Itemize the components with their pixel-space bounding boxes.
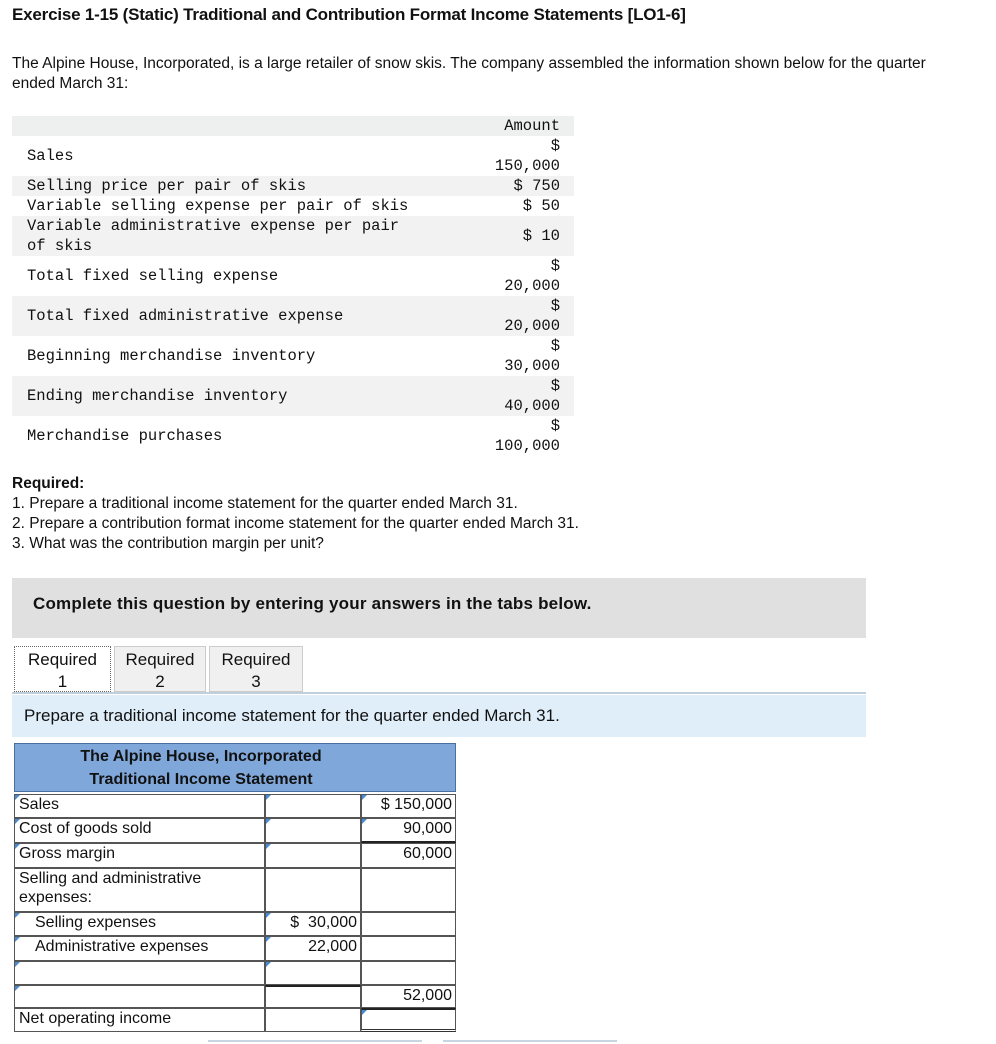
gm-col2-input[interactable] [265,843,361,868]
table-row: Beginning merchandise inventory $ 30,000 [27,337,560,375]
admin-expenses-input[interactable]: 22,000 [265,936,361,961]
sa-col3 [361,868,456,912]
blank-row-label-input[interactable] [14,961,265,985]
sa-col2 [265,868,361,912]
given-table-header [12,116,574,136]
statement-name: Traditional Income Statement [89,771,313,788]
sales-label[interactable]: Sales [14,794,265,818]
cogs-label[interactable]: Cost of goods sold [14,818,265,843]
instruction-text: Prepare a traditional income statement for the quarter ended March 31. [24,706,560,725]
tab-instruction [12,695,866,737]
table-row: Sales $ 150,000 [27,137,560,175]
cogs-col2-input[interactable] [265,818,361,843]
next-button-edge[interactable] [443,1040,617,1042]
banner-text: Complete this question by entering your answers in the tabs below. [33,594,592,613]
cogs-amount-input[interactable]: 90,000 [361,818,456,843]
blank-row-col3 [361,961,456,985]
table-row: Variable selling expense per pair of skis $ 50 [27,197,560,215]
instructions-banner [12,578,866,638]
required-section [12,474,579,554]
required-item-3: 3. What was the contribution margin per unit? [12,535,324,552]
required-item-1: 1. Prepare a traditional income statement for the quarter ended March 31. [12,495,518,512]
tab-required-3[interactable]: Required 3 [209,646,303,692]
exercise-title: Exercise 1-15 (Static) Traditional and Contribution Format Income Statements [LO1-6] [12,5,686,24]
table-row: Ending merchandise inventory $ 40,000 [12,376,574,416]
gross-margin-label[interactable]: Gross margin [14,843,265,868]
intro-text: The Alpine House, Incorporated, is a large retailer of snow skis. The company assembled the information shown below for the quarter ended March 31: [12,55,926,92]
prev-button-edge[interactable] [208,1040,422,1042]
sa-expenses-label: Selling and administrative expenses: [14,868,265,912]
table-row: Total fixed selling expense $ 20,000 [27,257,560,295]
required-heading: Required: [12,475,85,492]
company-name: The Alpine House, Incorporated [80,748,322,765]
tab-required-2[interactable]: Required 2 [114,646,206,692]
required-item-2: 2. Prepare a contribution format income statement for the quarter ended March 31. [12,515,579,532]
table-row: Variable administrative expense per pair of skis $ 10 [12,216,574,256]
statement-header [14,743,456,792]
net-operating-income-input[interactable] [361,1008,456,1032]
tab-divider [12,692,866,694]
total-row-label-input[interactable] [14,985,265,1008]
noi-col2 [265,1008,361,1032]
sales-amount-input[interactable]: $ 150,000 [361,794,456,818]
total-row-col2 [265,985,361,1008]
blank-row-col2-input[interactable] [265,961,361,985]
table-row: Merchandise purchases $ 100,000 [27,417,560,455]
admin-col3 [361,936,456,961]
table-row: Total fixed administrative expense $ 20,000 [12,296,574,336]
selling-col3 [361,912,456,936]
net-operating-income-label: Net operating income [14,1008,265,1032]
selling-expenses-label[interactable]: Selling expenses [14,912,265,936]
selling-expenses-input[interactable]: $ 30,000 [265,912,361,936]
tab-required-1[interactable]: Required 1 [14,646,111,692]
amount-header: Amount [504,117,560,135]
sales-col2-input[interactable] [265,794,361,818]
table-row: Selling price per pair of skis $ 750 [12,176,574,196]
gross-margin-amount: 60,000 [361,843,456,868]
total-expenses-amount: 52,000 [361,985,456,1008]
admin-expenses-label[interactable]: Administrative expenses [14,936,265,961]
